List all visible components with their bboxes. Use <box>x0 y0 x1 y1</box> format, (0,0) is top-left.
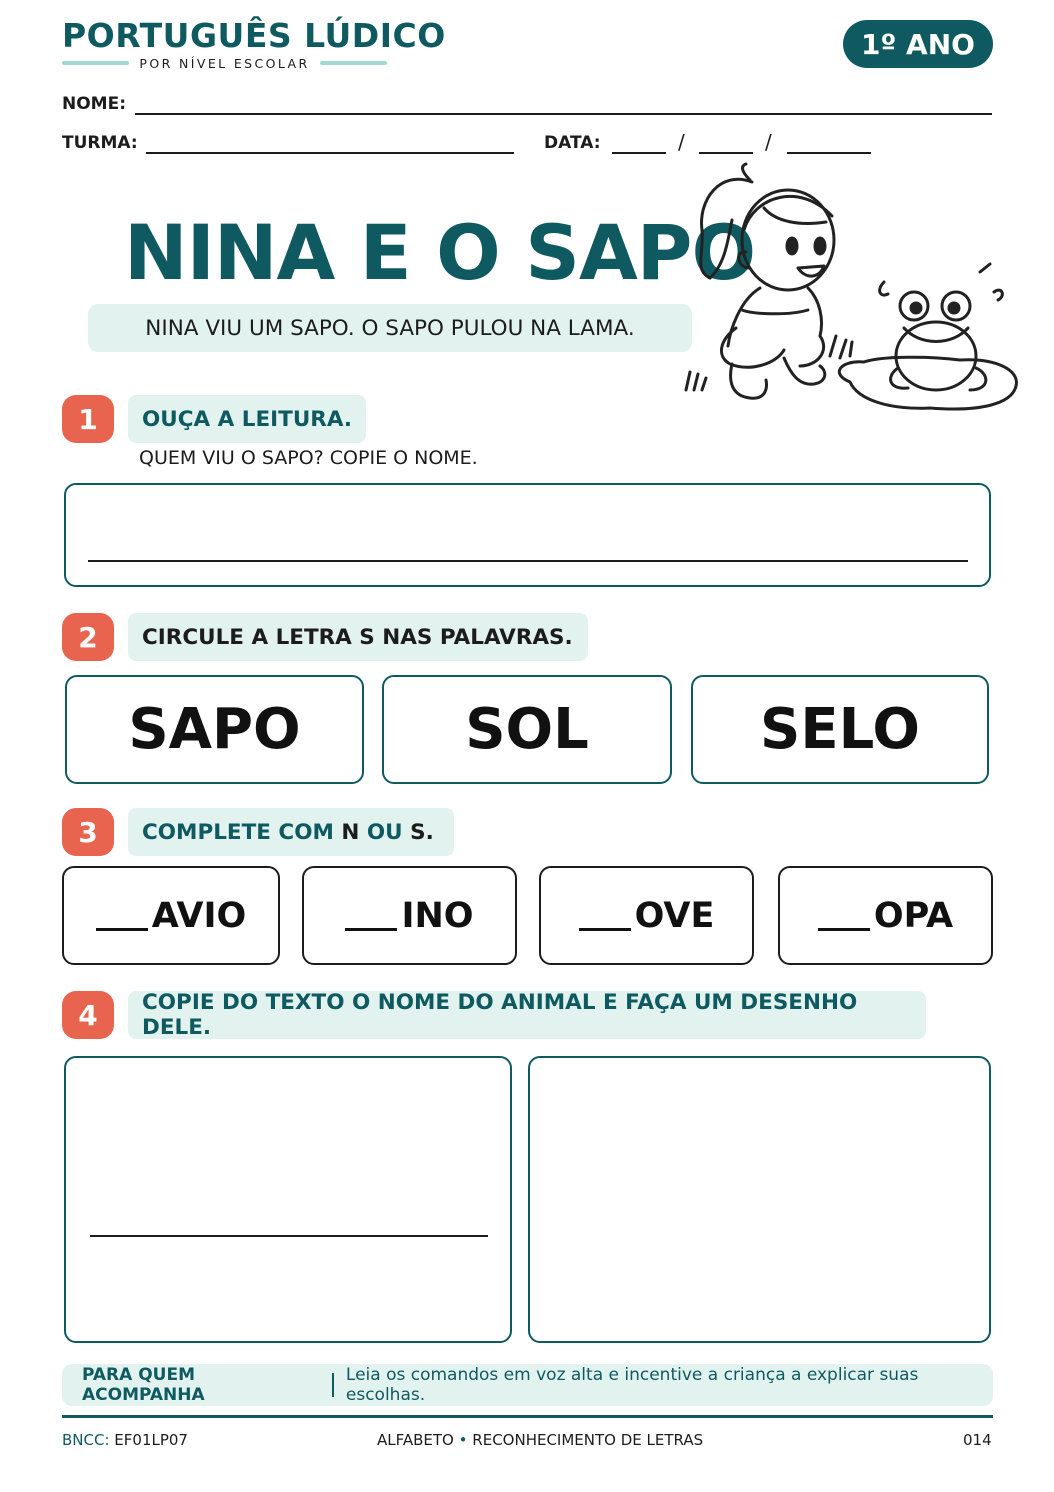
question-1-instruction: QUEM VIU O SAPO? COPIE O NOME. <box>139 447 478 469</box>
question-1-label: OUÇA A LEITURA. <box>128 395 366 443</box>
blank-slot[interactable] <box>818 928 870 931</box>
complete-card-ino[interactable] <box>302 866 517 965</box>
date-slash-1: / <box>678 130 685 154</box>
question-3-label-a: COMPLETE COM <box>142 819 342 845</box>
bncc-label: BNCC: <box>62 1431 110 1449</box>
question-3-letter-n: N <box>341 819 360 845</box>
story-text: NINA VIU UM SAPO. O SAPO PULOU NA LAMA. <box>88 304 692 352</box>
subtitle-bar-left <box>62 61 129 65</box>
bncc-code: EF01LP07 <box>114 1431 188 1449</box>
guardian-note <box>62 1364 993 1406</box>
word-card-selo[interactable]: SELO <box>691 675 989 784</box>
topic-a: ALFABETO <box>377 1431 454 1449</box>
question-3-label <box>128 808 454 856</box>
blank-slot[interactable] <box>96 928 148 931</box>
write-line[interactable] <box>90 1235 488 1237</box>
date-month-line[interactable] <box>699 152 753 154</box>
question-4-badge: 4 <box>62 991 114 1039</box>
class-line[interactable] <box>146 152 514 154</box>
answer-line-1[interactable] <box>88 560 968 562</box>
subtitle-bar-right <box>320 61 387 65</box>
word-fragment: INO <box>401 895 474 936</box>
word-fragment: AVIO <box>151 895 247 936</box>
note-separator <box>332 1373 334 1397</box>
brand-subtitle-text: POR NÍVEL ESCOLAR <box>139 55 310 71</box>
story-illustration <box>680 160 1030 420</box>
page-number: 014 <box>963 1431 992 1449</box>
footer-divider <box>62 1415 993 1418</box>
write-box[interactable] <box>64 1056 512 1343</box>
blank-slot[interactable] <box>345 928 397 931</box>
note-text: Leia os comandos em voz alta e incentive a criança a explicar suas escolhas. <box>345 1365 919 1405</box>
note-title: PARA QUEM ACOMPANHA <box>82 1365 205 1405</box>
grade-badge: 1º ANO <box>843 20 993 68</box>
story-title: NINA E O SAPO <box>124 208 756 297</box>
complete-card-avio[interactable] <box>62 866 280 965</box>
word-card-sol[interactable]: SOL <box>382 675 672 784</box>
date-slash-2: / <box>765 130 772 154</box>
question-3-letter-s: S. <box>410 819 434 845</box>
brand-title: PORTUGUÊS LÚDICO <box>62 16 446 55</box>
complete-card-ove[interactable] <box>539 866 754 965</box>
name-line[interactable] <box>135 113 992 115</box>
word-fragment: OPA <box>873 895 954 936</box>
name-label: NOME: <box>62 94 127 114</box>
word-fragment: OVE <box>634 895 715 936</box>
brand-subtitle <box>62 55 387 71</box>
class-label: TURMA: <box>62 133 138 153</box>
drawing-box[interactable] <box>528 1056 991 1343</box>
date-day-line[interactable] <box>612 152 666 154</box>
question-1-badge: 1 <box>62 395 114 443</box>
question-3-badge: 3 <box>62 808 114 856</box>
footer-bncc <box>62 1431 188 1449</box>
footer-topic <box>377 1431 703 1449</box>
blank-slot[interactable] <box>579 928 631 931</box>
question-4-label: COPIE DO TEXTO O NOME DO ANIMAL E FAÇA UM DESENHO DELE. <box>128 991 926 1039</box>
answer-box-1[interactable] <box>64 483 991 587</box>
date-year-line[interactable] <box>787 152 871 154</box>
topic-separator: • <box>458 1431 468 1449</box>
complete-card-opa[interactable] <box>778 866 993 965</box>
date-label: DATA: <box>544 133 601 153</box>
frog-illustration <box>830 264 1016 409</box>
question-2-badge: 2 <box>62 613 114 661</box>
topic-b: RECONHECIMENTO DE LETRAS <box>472 1431 704 1449</box>
girl-illustration <box>686 164 834 398</box>
question-2-label: CIRCULE A LETRA S NAS PALAVRAS. <box>128 613 588 661</box>
question-3-label-b: OU <box>359 819 411 845</box>
word-card-sapo[interactable]: SAPO <box>65 675 364 784</box>
